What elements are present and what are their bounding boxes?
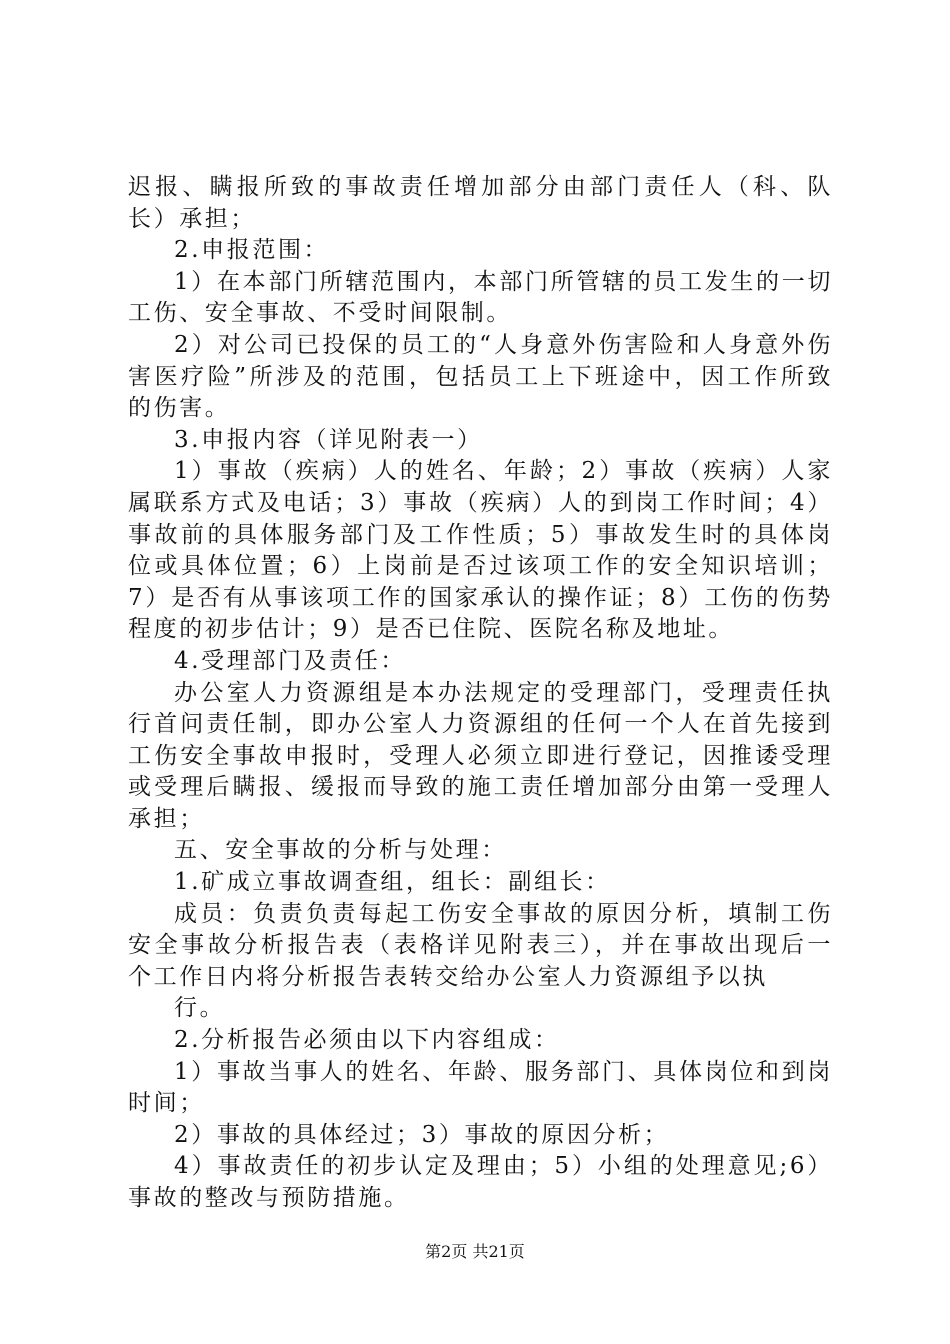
section-heading-report: 2.分析报告必须由以下内容组成： bbox=[174, 1027, 560, 1054]
section-heading-content: 3.申报内容（详见附表一） bbox=[174, 426, 483, 453]
paragraph-report-3: 4）事故责任的初步认定及理由；5）小组的处理意见;6）事故的整改与预防措施。 bbox=[128, 1153, 833, 1211]
paragraph-scope-2: 2）对公司已投保的员工的“人身意外伤害险和人身意外伤害医疗险”所涉及的范围，包括员工上下班途中，因工作所致的伤害。 bbox=[128, 331, 833, 422]
paragraph-department: 办公室人力资源组是本办法规定的受理部门，受理责任执行首问责任制，即办公室人力资源组的任何一个人在首先接到工伤安全事故申报时，受理人必须立即进行登记，因推诿受理或受理后瞒报、缓报而导致的施工责任增加部分由第一受理人承担； bbox=[128, 679, 833, 832]
paragraph-content-list: 1）事故（疾病）人的姓名、年龄；2）事故（疾病）人家属联系方式及电话；3）事故（疾病）人的到岗工作时间；4）事故前的具体服务部门及工作性质；5）事故发生时的具体岗位或具体位置；6）上岗前是否过该项工作的安全知识培训；7）是否有从事该项工作的国家承认的操作证；8）工伤的伤势程度的初步估计；9）是否已住院、医院名称及地址。 bbox=[128, 458, 833, 643]
section-heading-analysis: 五、安全事故的分析与处理： bbox=[174, 837, 507, 864]
paragraph-report-2: 2）事故的具体经过；3）事故的原因分析； bbox=[174, 1121, 670, 1148]
paragraph-scope-1: 1）在本部门所辖范围内，本部门所管辖的员工发生的一切工伤、安全事故、不受时间限制。 bbox=[128, 268, 833, 327]
document-body bbox=[128, 172, 833, 1215]
paragraph-members: 成员：负责负责每起工伤安全事故的原因分析，填制工伤安全事故分析报告表（表格详见附表三），并在事故出现后一个工作日内将分析报告表转交给办公室人力资源组予以执 bbox=[128, 900, 833, 990]
paragraph-investigation-team: 1.矿成立事故调查组，组长：副组长： bbox=[174, 869, 611, 896]
paragraph-report-1: 1）事故当事人的姓名、年龄、服务部门、具体岗位和到岗时间； bbox=[128, 1058, 833, 1117]
paragraph-members-end: 行。 bbox=[174, 995, 226, 1022]
paragraph-continuation: 迟报、瞒报所致的事故责任增加部分由部门责任人（科、队长）承担； bbox=[128, 174, 833, 232]
page-number-footer: 第2页 共21页 bbox=[425, 1242, 525, 1261]
section-heading-department: 4.受理部门及责任： bbox=[174, 647, 406, 674]
section-heading-scope: 2.申报范围： bbox=[174, 237, 330, 264]
